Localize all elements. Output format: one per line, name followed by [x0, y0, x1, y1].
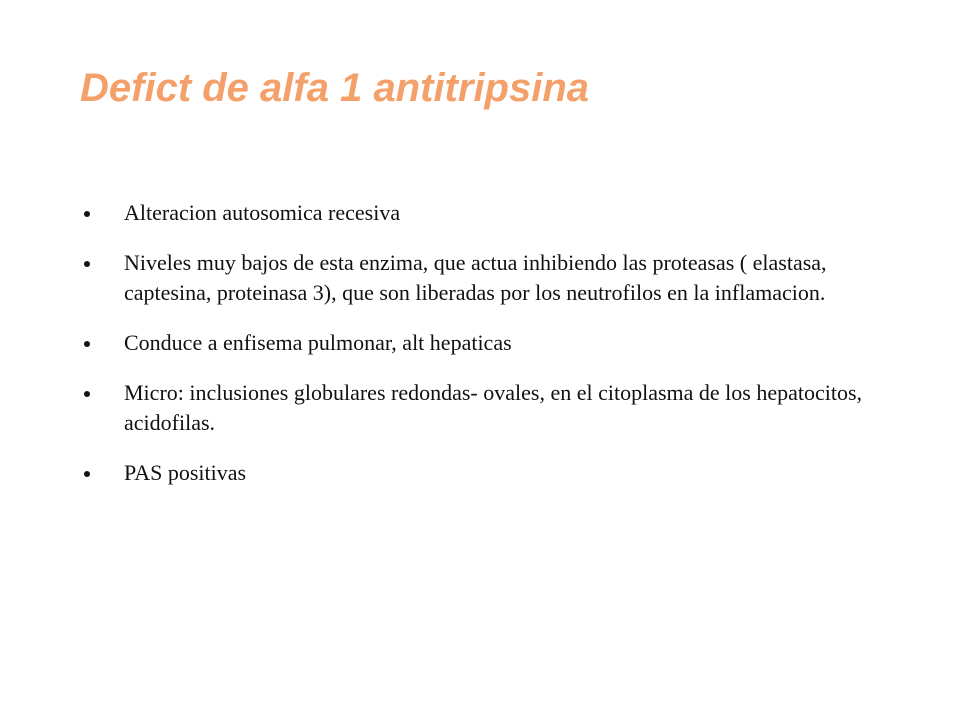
- bullet-item: [84, 458, 894, 488]
- bullet-item: [84, 248, 894, 308]
- bullet-list: [84, 198, 894, 508]
- bullet-dot-icon: [84, 471, 90, 477]
- bullet-text: Micro: inclusiones globulares redondas- ovales, en el citoplasma de los hepatocitos, acidofilas.: [124, 380, 863, 435]
- bullet-text: Niveles muy bajos de esta enzima, que actua inhibiendo las proteasas ( elastasa, captesina, proteinasa 3), que son liberadas por los neutrofilos en la inflamacion.: [124, 250, 827, 305]
- bullet-item: [84, 198, 894, 228]
- slide-title: Defict de alfa 1 antitripsina: [80, 66, 590, 110]
- bullet-item: [84, 378, 894, 438]
- bullet-dot-icon: [84, 341, 90, 347]
- bullet-text: Conduce a enfisema pulmonar, alt hepaticas: [124, 330, 512, 355]
- bullet-text: PAS positivas: [124, 460, 247, 485]
- bullet-text: Alteracion autosomica recesiva: [124, 200, 401, 225]
- bullet-dot-icon: [84, 211, 90, 217]
- bullet-dot-icon: [84, 391, 90, 397]
- bullet-dot-icon: [84, 261, 90, 267]
- bullet-item: [84, 328, 894, 358]
